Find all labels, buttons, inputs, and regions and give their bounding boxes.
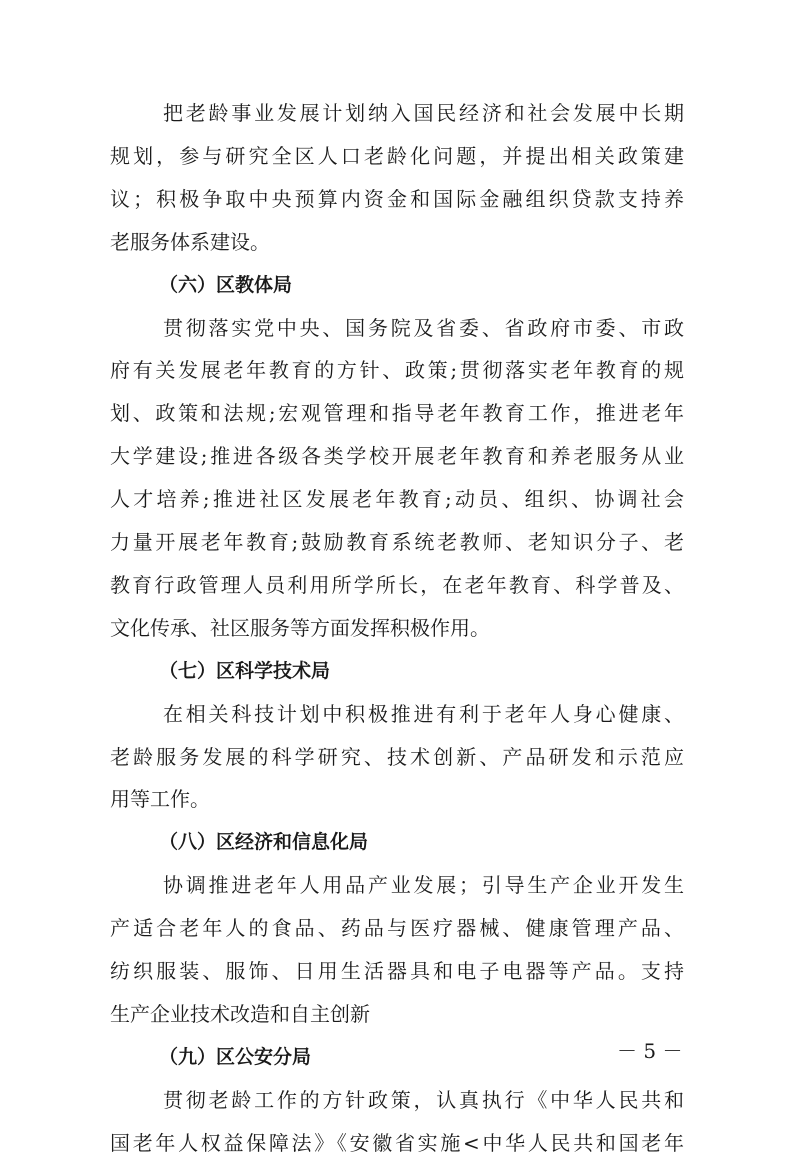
paragraph-line: 在相关科技计划中积极推进有利于老年人身心健康、	[163, 702, 684, 726]
paragraph-line: 文化传承、社区服务等方面发挥积极作用。	[110, 616, 490, 640]
paragraph-line: 力量开展老年教育;鼓励教育系统老教师、老知识分子、老	[110, 530, 684, 554]
paragraph-line: 老服务体系建设。	[110, 230, 270, 254]
paragraph-line: 划、政策和法规;宏观管理和指导老年教育工作，推进老年	[110, 401, 684, 425]
paragraph-line: 纺织服装、服饰、日用生活器具和电子电器等产品。支持	[110, 959, 684, 983]
paragraph-line: 协调推进老年人用品产业发展；引导生产企业开发生	[163, 873, 684, 897]
paragraph-line: 教育行政管理人员利用所学所长，在老年教育、科学普及、	[110, 573, 684, 597]
section-heading: （七）区科学技术局	[159, 660, 331, 682]
paragraph-line: 府有关发展老年教育的方针、政策;贯彻落实老年教育的规	[110, 358, 684, 382]
paragraph-line: 国老年人权益保障法》《安徽省实施<中华人民共和国老年	[110, 1131, 684, 1155]
paragraph-line: 把老龄事业发展计划纳入国民经济和社会发展中长期	[163, 101, 684, 125]
section-heading: （六）区教体局	[159, 274, 293, 296]
paragraph-line: 人才培养;推进社区发展老年教育;动员、组织、协调社会	[110, 487, 684, 511]
paragraph-line: 贯彻落实党中央、国务院及省委、省政府市委、市政	[163, 316, 684, 340]
page-number: － 5 －	[617, 1039, 683, 1063]
paragraph-line: 老龄服务发展的科学研究、技术创新、产品研发和示范应	[110, 745, 684, 769]
paragraph-line: 用等工作。	[110, 787, 210, 811]
section-heading: （八）区经济和信息化局	[159, 831, 369, 853]
paragraph-line: 生产企业技术改造和自主创新	[110, 1002, 370, 1026]
paragraph-line: 大学建设;推进各级各类学校开展老年教育和养老服务从业	[110, 444, 684, 468]
paragraph-line: 产适合老年人的食品、药品与医疗器械、健康管理产品、	[110, 916, 684, 940]
paragraph-line: 贯彻老龄工作的方针政策，认真执行《中华人民共和	[163, 1088, 684, 1112]
paragraph-line: 议；积极争取中央预算内资金和国际金融组织贷款支持养	[110, 187, 684, 211]
section-heading: （九）区公安分局	[159, 1046, 312, 1068]
paragraph-line: 规划，参与研究全区人口老龄化问题，并提出相关政策建	[110, 144, 684, 168]
